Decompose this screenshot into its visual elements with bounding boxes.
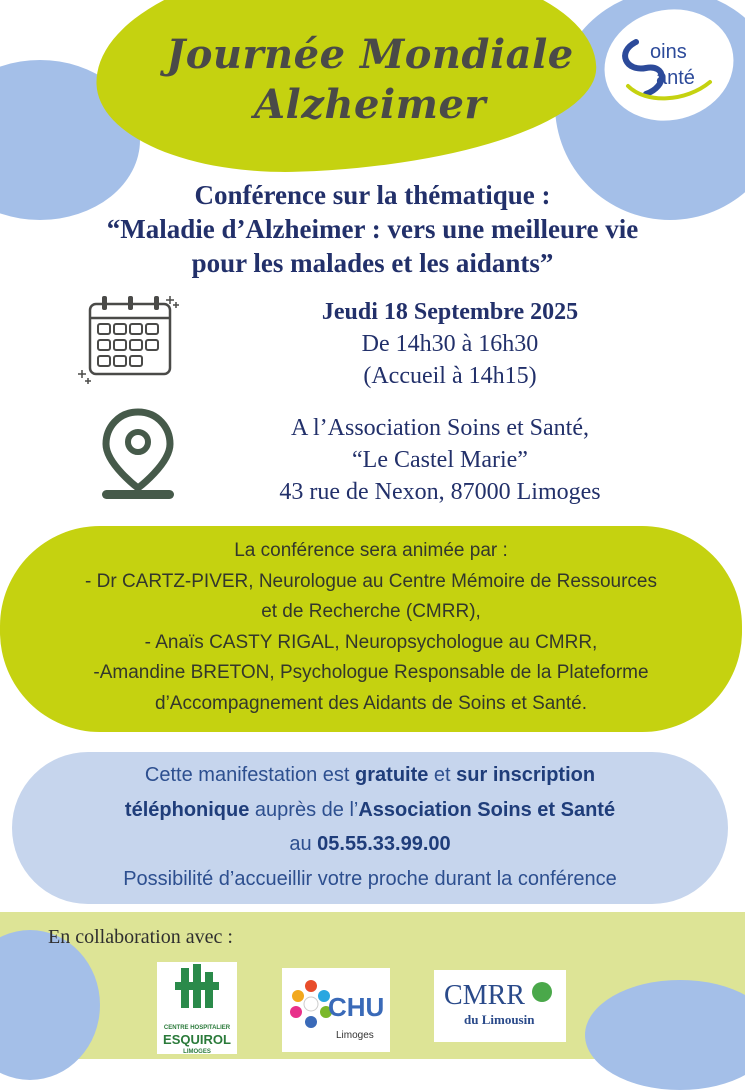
chu-city: Limoges	[336, 1030, 374, 1041]
address-block	[200, 412, 680, 508]
address-line-2: “Le Castel Marie”	[352, 447, 528, 473]
cmrr-name: CMRR	[444, 980, 525, 1011]
info-text-span: auprès de l’	[249, 798, 359, 821]
address-line-3: 43 rue de Nexon, 87000 Limoges	[279, 479, 601, 505]
cmrr-badge-icon	[530, 980, 554, 1004]
esquirol-line-1: CENTRE HOSPITALIER	[163, 1025, 231, 1031]
schedule-block	[230, 296, 670, 392]
title-line-1: Journée Mondiale	[166, 31, 574, 78]
page-title	[100, 30, 640, 130]
phone-number: 05.55.33.99.00	[317, 833, 451, 855]
info-text-span: Cette manifestation est	[144, 764, 356, 786]
esquirol-line-3: LIMOGES	[183, 1049, 211, 1055]
collaboration-label: En collaboration avec :	[48, 926, 233, 948]
conference-line-2: “Maladie d’Alzheimer : vers une meilleure vie	[106, 214, 639, 244]
speakers-intro: La conférence sera animée par :	[234, 540, 508, 561]
esquirol-mark-icon	[157, 962, 237, 1018]
info-line-2	[20, 793, 720, 828]
info-text-span: au	[289, 833, 318, 855]
cmrr-sub: du Limousin	[464, 1012, 535, 1027]
event-date: Jeudi 18 Septembre 2025	[321, 299, 579, 325]
info-free: gratuite	[355, 764, 429, 786]
conference-heading	[20, 178, 725, 280]
speaker-line: et de Recherche (CMRR),	[261, 601, 481, 622]
speaker-line: d’Accompagnement des Aidants de Soins et Santé.	[155, 692, 587, 714]
location-pin-icon	[98, 408, 178, 502]
conference-line-3: pour les malades et les aidants”	[191, 248, 554, 278]
info-line-3	[20, 827, 720, 862]
chu-name: CHU	[328, 992, 385, 1022]
esquirol-line-2: ESQUIROL	[163, 1032, 231, 1047]
event-time: De 14h30 à 16h30	[361, 331, 539, 357]
title-line-2: Alzheimer	[253, 81, 487, 128]
info-phone-word: téléphonique	[124, 798, 250, 821]
info-line-1	[20, 758, 720, 793]
speaker-line: - Dr CARTZ-PIVER, Neurologue au Centre Mémoire de Ressources	[85, 570, 657, 592]
chu-logo	[282, 968, 390, 1052]
info-text-span: et	[428, 764, 457, 786]
logo-word-soins: oins	[650, 41, 687, 63]
conference-line-1: Conférence sur la thématique :	[194, 180, 551, 210]
speaker-line: -Amandine BRETON, Psychologue Responsable de la Plateforme	[93, 662, 649, 683]
info-association: Association Soins et Santé	[358, 798, 616, 821]
speaker-line: - Anaïs CASTY RIGAL, Neuropsychologue au CMRR,	[144, 631, 598, 653]
address-line-1: A l’Association Soins et Santé,	[291, 415, 589, 441]
speakers-text	[0, 536, 742, 719]
logo-word-sante: anté	[656, 67, 695, 89]
calendar-icon	[76, 290, 186, 390]
info-line-4: Possibilité d’accueillir votre proche durant la conférence	[123, 867, 617, 890]
cmrr-logo	[434, 970, 566, 1042]
info-registration: sur inscription	[456, 764, 596, 786]
esquirol-logo	[157, 962, 237, 1054]
event-welcome: (Accueil à 14h15)	[363, 363, 537, 389]
info-text	[20, 758, 720, 896]
